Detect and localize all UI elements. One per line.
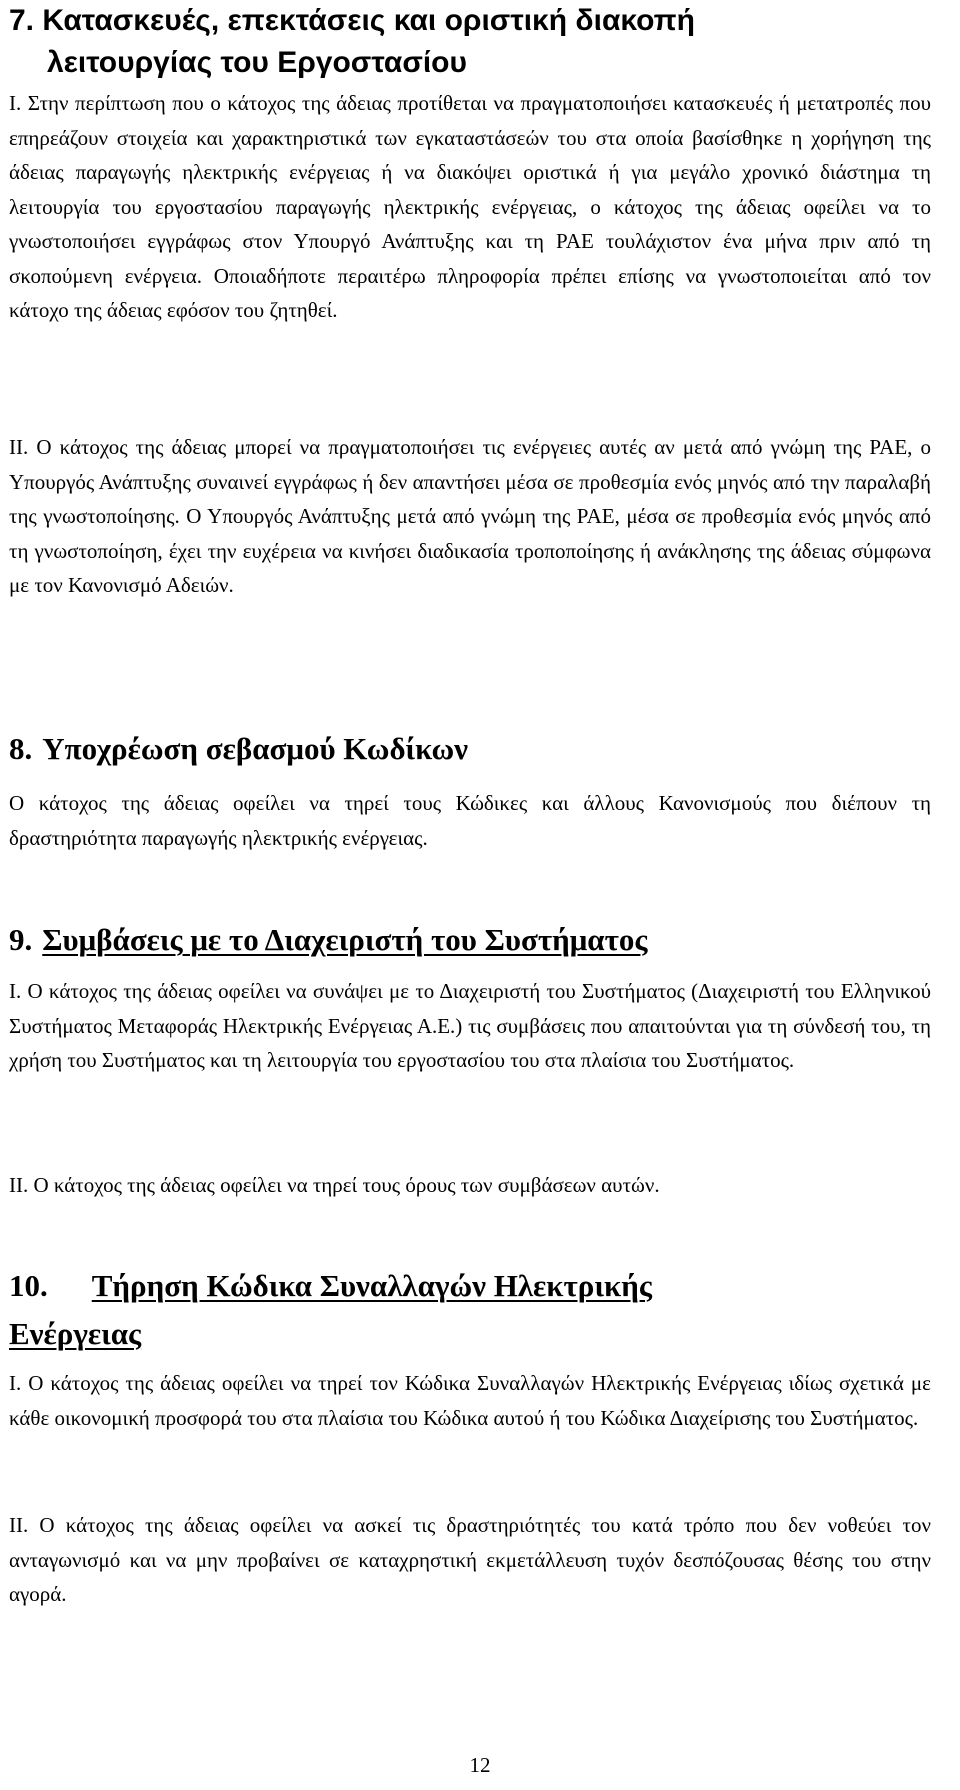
section-10-heading bbox=[9, 1262, 931, 1358]
section-9-title: Συμβάσεις με το Διαχειριστή του Συστήματος bbox=[42, 922, 648, 957]
section-10-number: 10. bbox=[9, 1268, 48, 1303]
section-8-paragraph-1: Ο κάτοχος της άδειας οφείλει να τηρεί τους Κώδικες και άλλους Κανονισμούς που διέπουν τη δραστηριότητα παραγωγής ηλεκτρικής ενέργειας. bbox=[9, 791, 931, 850]
page-number: 12 bbox=[469, 1753, 491, 1777]
section-9-paragraph-2: II. Ο κάτοχος της άδειας οφείλει να τηρεί τους όρους των συμβάσεων αυτών. bbox=[9, 1173, 660, 1197]
section-7-paragraph-2: II. Ο κάτοχος της άδειας μπορεί να πραγματοποιήσει τις ενέργειες αυτές αν μετά από γνώμη της ΡΑΕ, ο Υπουργός Ανάπτυξης συναινεί εγγράφως ή δεν απαντήσει μέσα σε προθεσμία ενός μηνός από την παραλαβή της γνωστοποίησης. Ο Υπουργός Ανάπτυξης μετά από γνώμη της ΡΑΕ, μέσα σε προθεσμία ενός μηνός από τη γνωστοποίηση, έχει την ευχέρεια να κινήσει διαδικασία τροποποίησης ή ανάκλησης της άδειας σύμφωνα με τον Κανονισμό Αδειών. bbox=[9, 435, 931, 597]
section-8-heading bbox=[9, 729, 931, 769]
section-9-number: 9. bbox=[9, 922, 33, 957]
section-7-heading bbox=[9, 0, 931, 84]
section-10-title-line1: Τήρηση Κώδικα Συναλλαγών Ηλεκτρικής bbox=[91, 1268, 652, 1303]
section-8-number: 8. bbox=[9, 731, 33, 766]
section-10-paragraph-2: II. Ο κάτοχος της άδειας οφείλει να ασκεί τις δραστηριότητές του κατά τρόπο που δεν νοθεύει τον ανταγωνισμό και να μην προβαίνει σε καταχρηστική εκμετάλλευση τυχόν δεσπόζουσας θέσης του στην αγορά. bbox=[9, 1513, 931, 1606]
section-7-heading-line1: 7. Κατασκευές, επεκτάσεις και οριστική διακοπή bbox=[9, 4, 695, 37]
section-10-paragraph-1: I. Ο κάτοχος της άδειας οφείλει να τηρεί τον Κώδικα Συναλλαγών Ηλεκτρικής Ενέργειας ιδίως σχετικά με κάθε οικονομική προσφορά του στα πλαίσια του Κώδικα αυτού ή του Κώδικα Διαχείρισης του Συστήματος. bbox=[9, 1371, 931, 1430]
section-8-title: Υποχρέωση σεβασμού Κωδίκων bbox=[42, 731, 469, 766]
section-7-paragraph-1: I. Στην περίπτωση που ο κάτοχος της άδειας προτίθεται να πραγματοποιήσει κατασκευές ή μετατροπές που επηρεάζουν στοιχεία και χαρακτηριστικά των εγκαταστάσεών του στα οποία βασίσθηκε η χορήγηση της άδειας παραγωγής ηλεκτρικής ενέργειας ή να διακόψει οριστικά ή για μεγάλο χρονικό διάστημα τη λειτουργία του εργοστασίου παραγωγής ηλεκτρικής ενέργειας, ο κάτοχος της άδειας οφείλει να το γνωστοποιήσει εγγράφως στον Υπουργό Ανάπτυξης και τη ΡΑΕ τουλάχιστον ένα μήνα πριν από τη σκοπούμενη ενέργεια. Οποιαδήποτε περαιτέρω πληροφορία πρέπει επίσης να γνωστοποιείται από τον κάτοχο της άδειας εφόσον του ζητηθεί. bbox=[9, 91, 931, 322]
section-9-heading bbox=[9, 920, 931, 960]
section-7-heading-line2: λειτουργίας του Εργοστασίου bbox=[47, 46, 467, 79]
section-9-paragraph-1: I. Ο κάτοχος της άδειας οφείλει να συνάψει με το Διαχειριστή του Συστήματος (Διαχειριστή του Ελληνικού Συστήματος Μεταφοράς Ηλεκτρικής Ενέργειας Α.Ε.) τις συμβάσεις που απαιτούνται για τη σύνδεσή του, τη χρήση του Συστήματος και τη λειτουργία του εργοστασίου του στα πλαίσια του Συστήματος. bbox=[9, 979, 931, 1072]
section-10-title-line2: Ενέργειας bbox=[9, 1316, 142, 1351]
